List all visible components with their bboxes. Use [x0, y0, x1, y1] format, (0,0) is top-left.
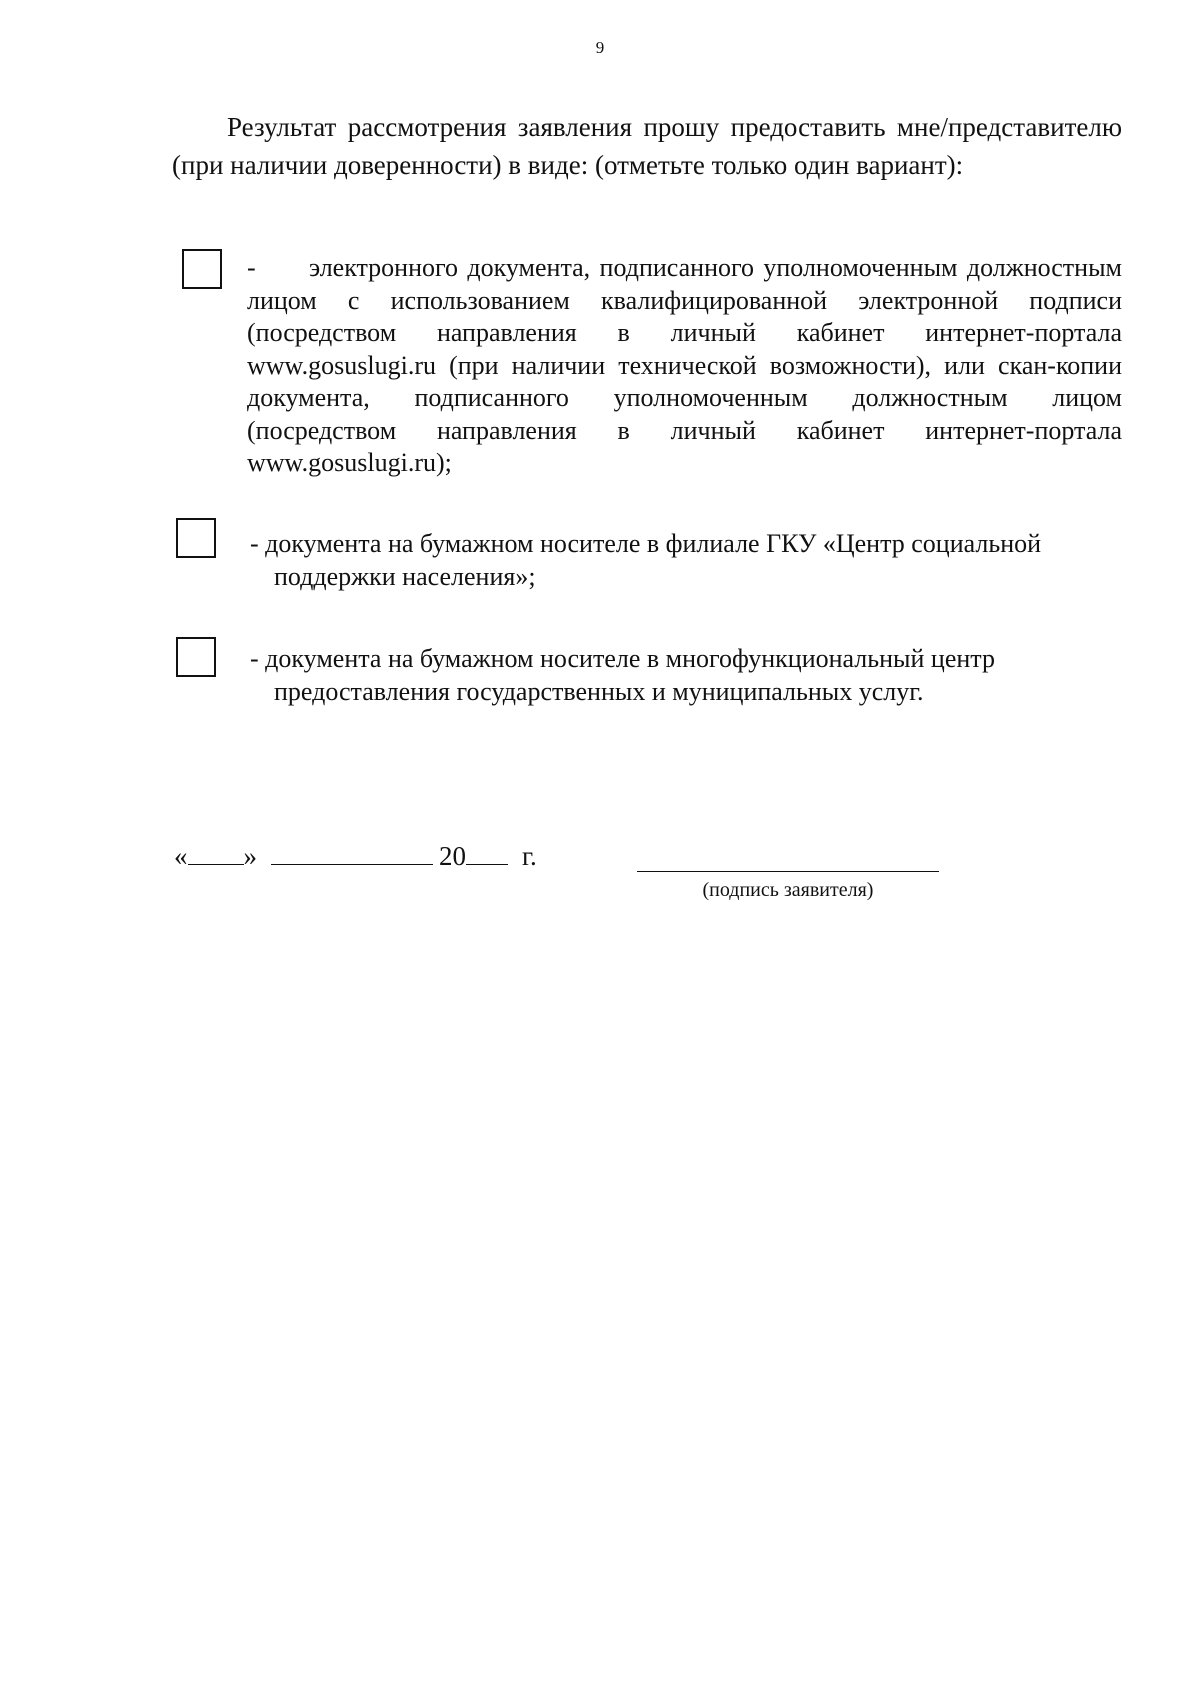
option-paper-mfc-checkbox[interactable] — [176, 637, 216, 677]
date-year-blank[interactable] — [466, 842, 508, 865]
date-open-quote: « — [174, 841, 188, 871]
date-field — [174, 840, 537, 872]
option-electronic-label: электронного документа, подписанного уполномоченным должностным лицом с использованием квалифицированной электронной подписи (посредством направления в личный кабинет интернет-портала www.gosuslugi.ru (при наличии технической возможности), или скан-копии документа, подписанного уполномоченным должностным лицом (посредством направления в личный кабинет интернет-портала www.gosuslugi.ru); — [247, 253, 1122, 477]
signature-caption: (подпись заявителя) — [702, 879, 874, 901]
date-year-suffix: г. — [522, 841, 537, 871]
date-month-blank[interactable] — [271, 842, 433, 865]
option-paper-branch-checkbox[interactable] — [176, 518, 216, 558]
option-paper-mfc-label: документа на бумажном носителе в многофункциональный центр предоставления государственных и муниципальных услуг. — [265, 644, 995, 706]
option-dash: - — [247, 253, 256, 282]
page-number: 9 — [595, 38, 605, 57]
option-electronic-checkbox[interactable] — [182, 249, 222, 289]
option-dash: - — [250, 644, 259, 673]
date-day-blank[interactable] — [188, 842, 244, 865]
option-paper-branch-label: документа на бумажном носителе в филиале ГКУ «Центр социальной поддержки населения»; — [265, 529, 1042, 591]
date-close-quote: » — [243, 841, 257, 871]
option-paper-mfc — [250, 643, 1154, 708]
option-dash: - — [250, 529, 259, 558]
intro-paragraph: Результат рассмотрения заявления прошу предоставить мне/представителю (при наличии доверенности) в виде: (отметьте только один вариант): — [172, 112, 1122, 180]
signature-line[interactable] — [637, 871, 939, 872]
option-electronic — [247, 252, 1122, 480]
date-century: 20 — [439, 841, 466, 871]
option-paper-branch — [250, 528, 1154, 593]
